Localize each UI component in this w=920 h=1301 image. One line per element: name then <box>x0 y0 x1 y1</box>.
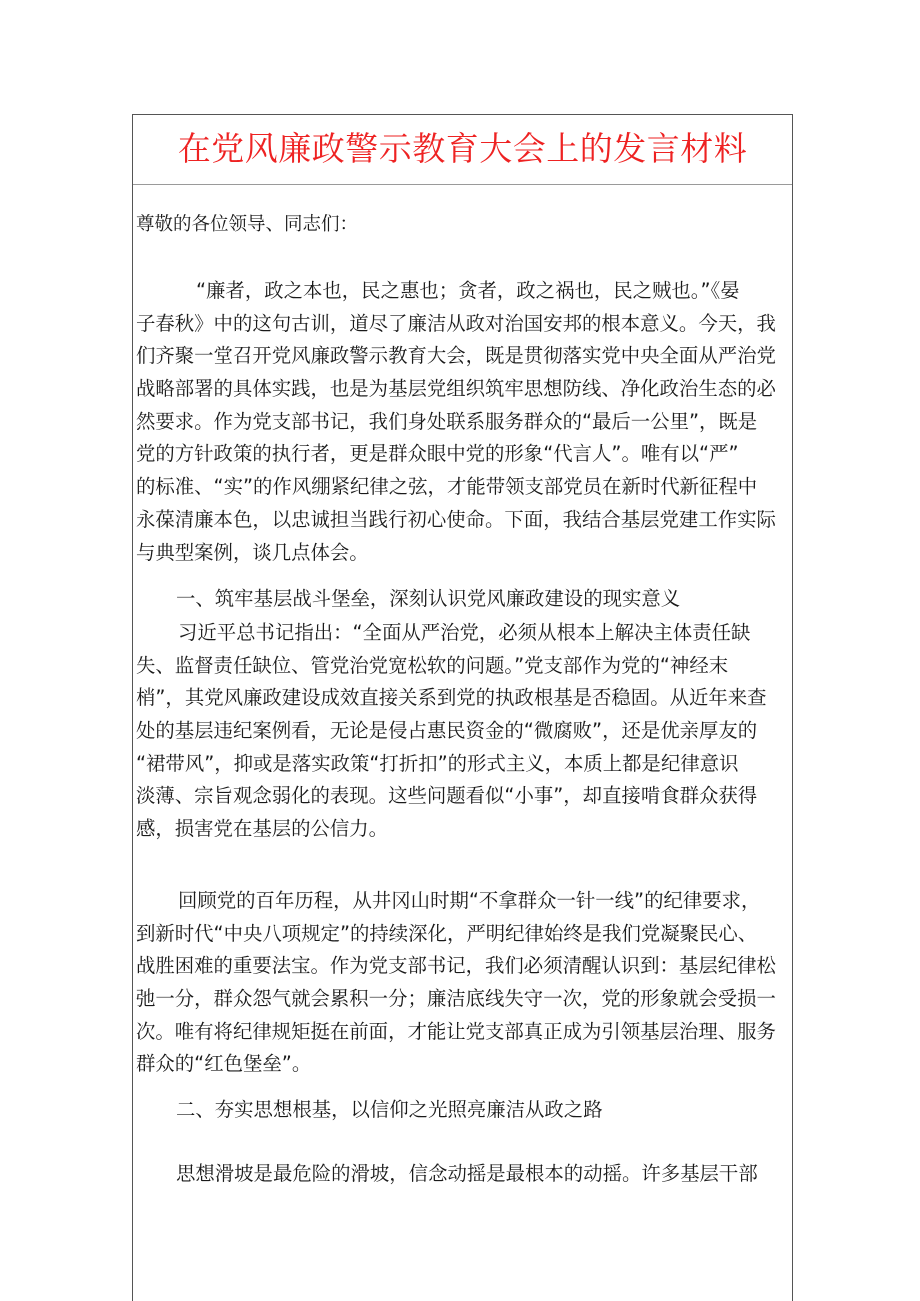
paragraph-3 <box>136 885 792 1081</box>
section-heading-1 <box>136 583 792 616</box>
title-divider <box>133 184 792 185</box>
paragraph-line: 回顾党的百年历程，从井冈山时期“不拿群众一针一线”的纪律要求， <box>178 889 761 912</box>
paragraph-line: 党的方针政策的执行者，更是群众眼中党的形象“代言人”。唯有以“严” <box>136 442 739 466</box>
paragraph-line: 次。唯有将纪律规矩挺在前面，才能让党支部真正成为引领基层治理、服务 <box>136 1019 776 1043</box>
paragraph-line: 淡薄、宗旨观念弱化的表现。这些问题看似“小事”，却直接啃食群众获得 <box>136 784 758 808</box>
paragraph-line: “廉者，政之本也，民之惠也；贪者，政之祸也，民之贼也。”《晏 <box>196 279 740 302</box>
section-heading-text: 一、筑牢基层战斗堡垒，深刻认识党风廉政建设的现实意义 <box>176 587 681 610</box>
section-heading-2 <box>136 1094 792 1127</box>
paragraph-line: 处的基层违纪案例看，无论是侵占惠民资金的“微腐败”，还是优亲厚友的 <box>136 719 758 743</box>
paragraph-line: 子春秋》中的这句古训，道尽了廉洁从政对治国安邦的根本意义。今天，我 <box>136 311 776 335</box>
paragraph-line: 失、监督责任缺位、管党治党宽松软的问题。”党支部作为党的“神经末 <box>136 653 729 677</box>
paragraph-1 <box>136 275 792 569</box>
paragraph-line: “裙带风”，抑或是落实政策“打折扣”的形式主义，本质上都是纪律意识 <box>136 751 739 775</box>
paragraph-line: 到新时代“中央八项规定”的持续深化，严明纪律始终是我们党凝聚民心、 <box>136 921 758 945</box>
paragraph-line: 感，损害党在基层的公信力。 <box>136 817 389 841</box>
paragraph-line: 梢”，其党风廉政建设成效直接关系到党的执政根基是否稳固。从近年来查 <box>136 686 767 710</box>
paragraph-2 <box>136 617 792 846</box>
paragraph-line: 永葆清廉本色，以忠诚担当践行初心使命。下面，我结合基层党建工作实际 <box>136 507 776 531</box>
paragraph-line: 的标准、“实”的作风绷紧纪律之弦，才能带领支部党员在新时代新征程中 <box>136 475 758 499</box>
paragraph-line: 弛一分，群众怨气就会累积一分；廉洁底线失守一次，党的形象就会受损一 <box>136 987 776 1011</box>
paragraph-line: 习近平总书记指出：“全面从严治党，必须从根本上解决主体责任缺 <box>178 621 751 644</box>
paragraph-line: 们齐聚一堂召开党风廉政警示教育大会，既是贯彻落实党中央全面从严治党 <box>136 344 776 368</box>
paragraph-line: 群众的“红色堡垒”。 <box>136 1052 312 1076</box>
section-heading-text: 二、夯实思想根基，以信仰之光照亮廉洁从政之路 <box>176 1098 603 1121</box>
paragraph-line: 战胜困难的重要法宝。作为党支部书记，我们必须清醒认识到：基层纪律松 <box>136 954 776 978</box>
document-title: 在党风廉政警示教育大会上的发言材料 <box>177 129 748 168</box>
paragraph-line: 思想滑坡是最危险的滑坡，信念动摇是最根本的动摇。许多基层干部 <box>176 1162 758 1185</box>
greeting: 尊敬的各位领导、同志们： <box>136 214 359 235</box>
paragraph-line: 然要求。作为党支部书记，我们身处联系服务群众的“最后一公里”，既是 <box>136 409 758 433</box>
paragraph-line: 战略部署的具体实践，也是为基层党组织筑牢思想防线、净化政治生态的必 <box>136 377 776 401</box>
paragraph-4 <box>136 1158 792 1191</box>
paragraph-line: 与典型案例，谈几点体会。 <box>136 540 369 564</box>
